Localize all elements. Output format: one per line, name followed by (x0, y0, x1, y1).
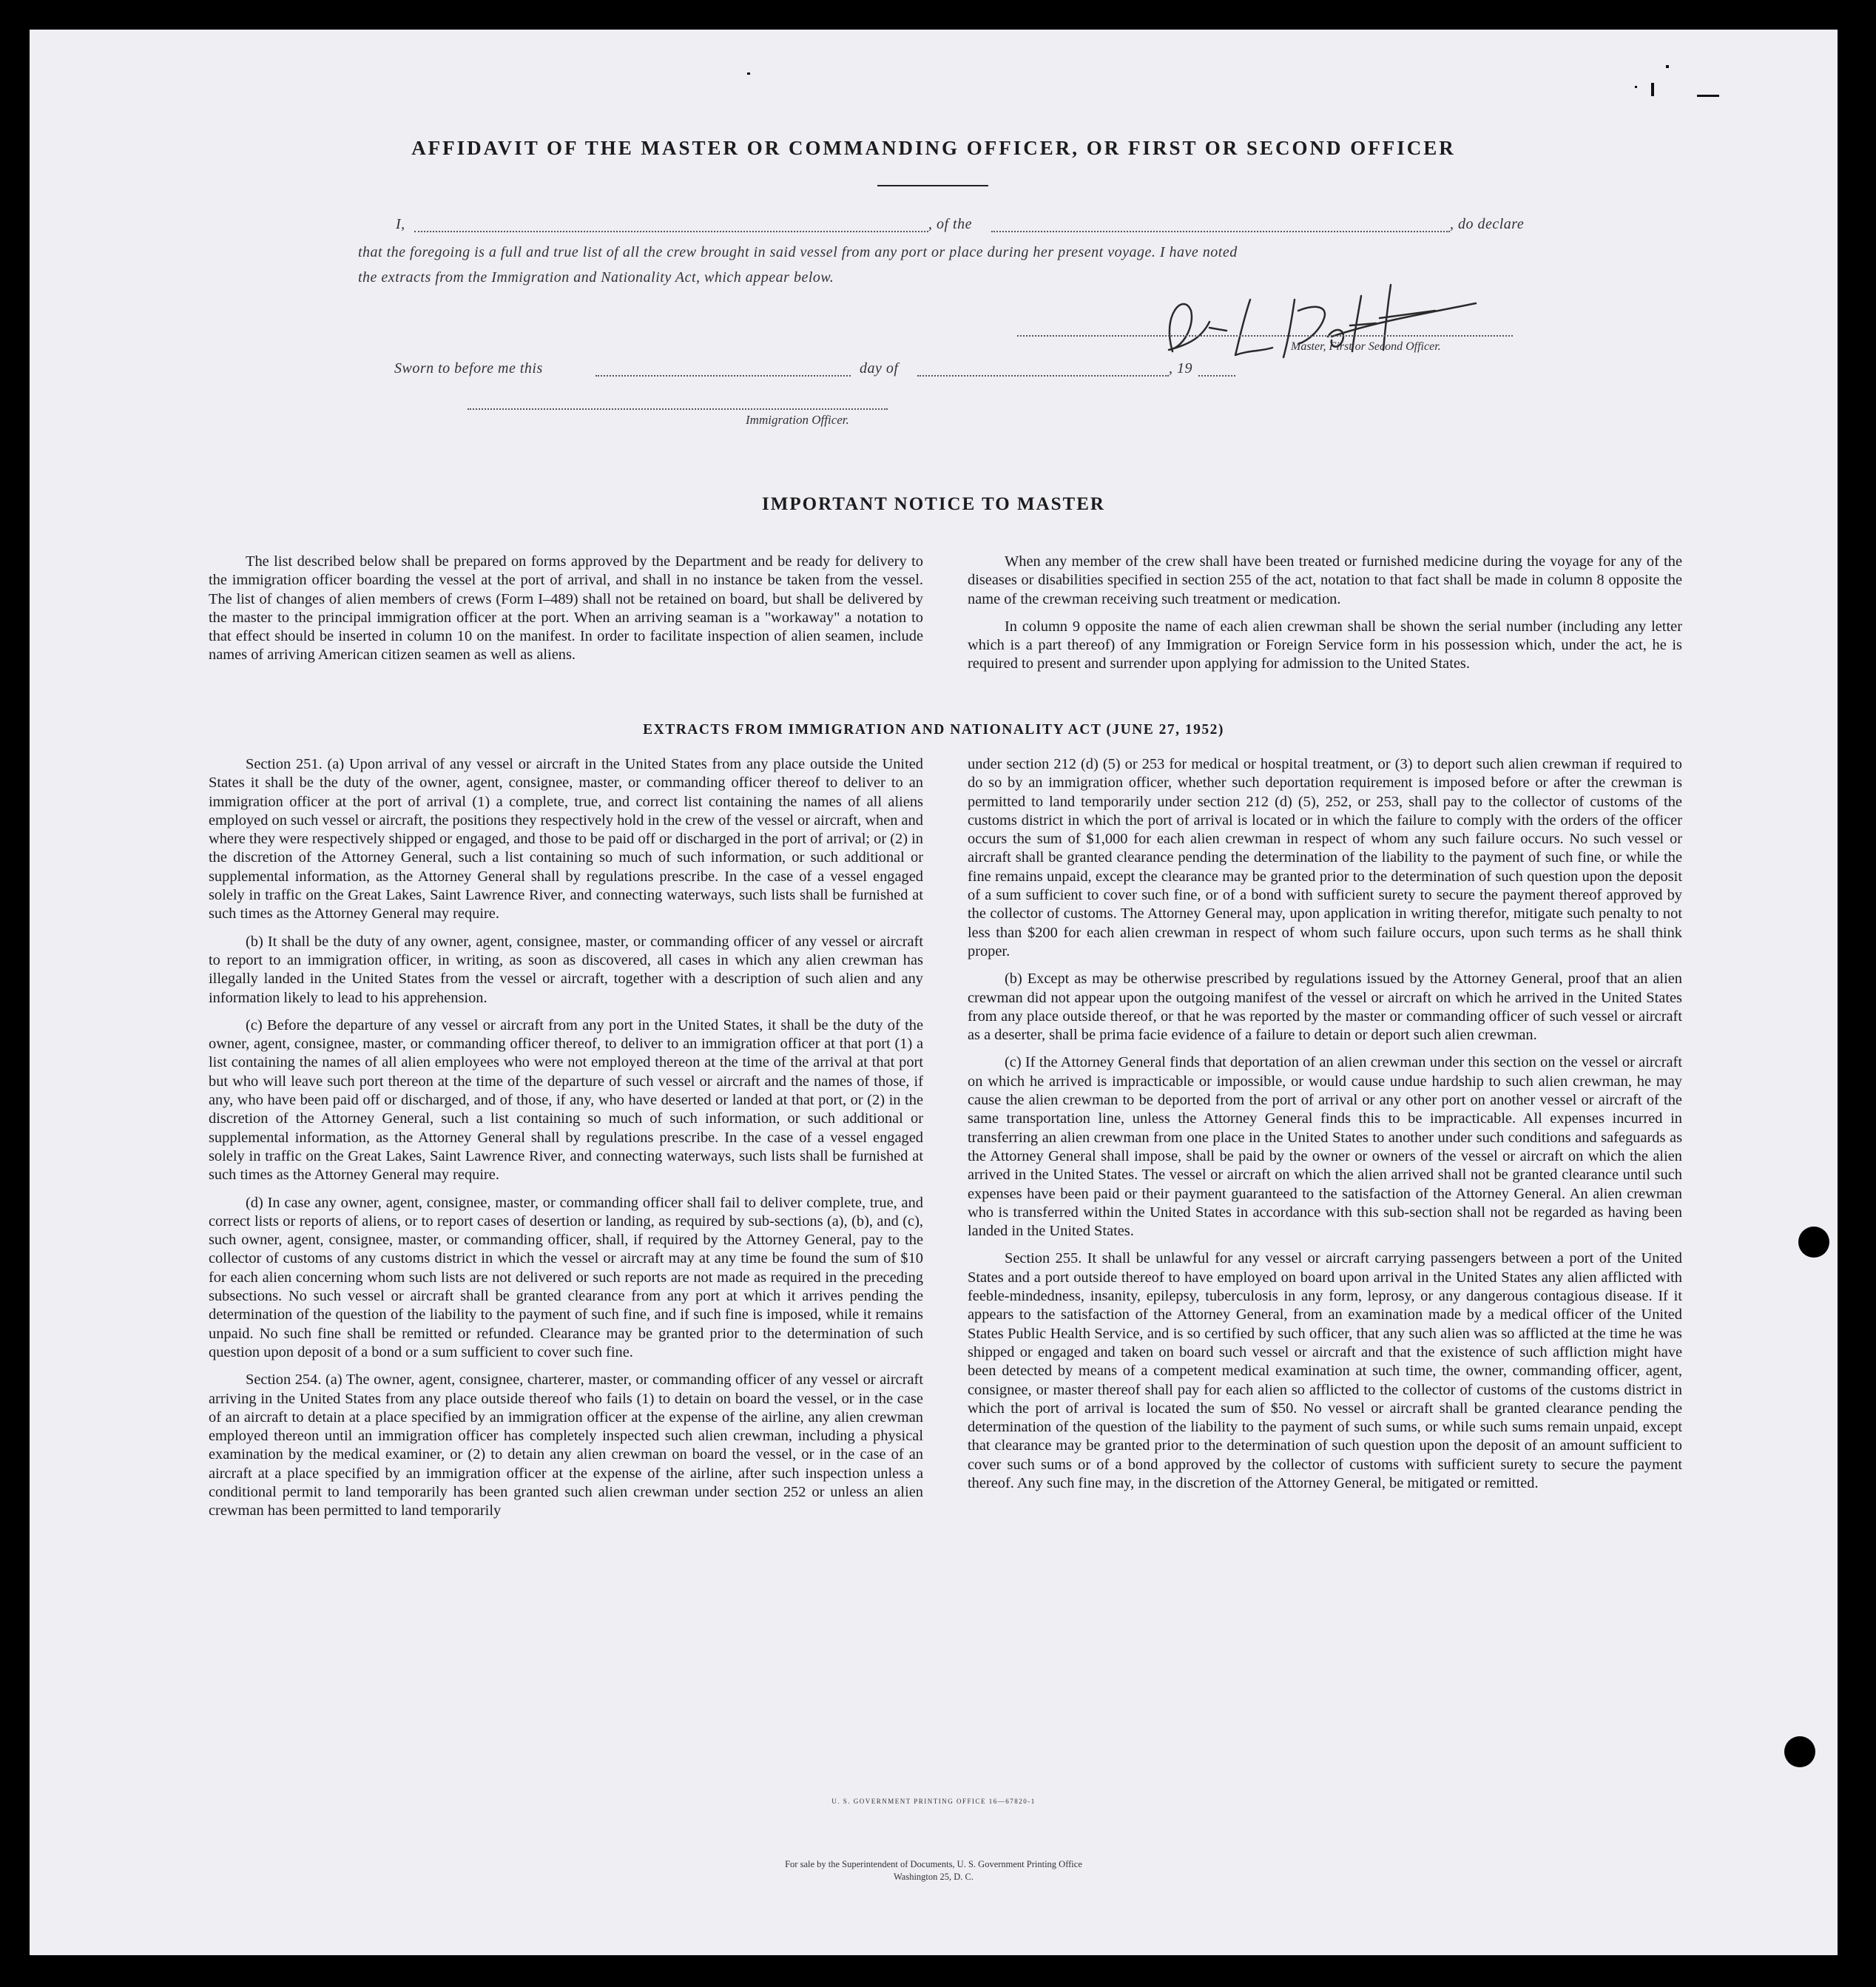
master-signature-line[interactable] (1017, 335, 1513, 337)
section-251-c: (c) Before the departure of any vessel or aircraft from any port in the United States, it shall be the duty of the owner, agent, consignee, master, or commanding officer thereof, to deliver to an immigration officer at that port (1) a list containing the names of all alien employees who were not employed thereon at the time of the arrival at that port but who will leave such port thereon at the time of the departure of such vessel or aircraft and the names of those, if any, who have been paid off or discharged, and of those, if any, who have deserted or landed at that port, or (2) in the discretion of the Attorney General, such a list containing so much of such information, or such additional or supplemental information, as the Attorney General shall by regulations prescribe. In the case of a vessel engaged solely in traffic on the Great Lakes, Saint Lawrence River, and connecting waterways, such lists shall be furnished at such times as the Attorney General may require. (209, 1016, 923, 1184)
section-254-c: (c) If the Attorney General finds that deportation of an alien crewman under this section on the vessel or aircraft on which he arrived is impracticable or impossible, or would cause undue hardship to such alien crewman, he may cause the alien crewman to be deported from the port of arrival or any other port on another vessel or aircraft of the same transportation line, unless the Attorney General finds this to be impracticable. All expenses incurred in transferring an alien crewman from one place in the United States to another under such conditions and safeguards as the Attorney General shall impose, shall be paid by the owner or owners of the vessel or aircraft on which the alien arrived in the United States. The vessel or aircraft on which the alien arrived shall not be granted clearance until such expenses have been paid or their payment guaranteed to the satisfaction of the Attorney General. An alien crewman who is transferred within the United States in accordance with this sub-section shall not be regarded as having been landed in the United States. (968, 1054, 1682, 1240)
section-254-b: (b) Except as may be otherwise prescribed by regulations issued by the Attorney General, proof that an alien crewman did not appear upon the outgoing manifest of the vessel or aircraft on which he arrived in the United States from any place outside thereof, or that he was reported by the master or commanding officer of such vessel or aircraft as a deserter, shall be prima facie evidence of a failure to detain or deport such alien crewman. (968, 971, 1682, 1044)
scan-speck (747, 72, 750, 75)
declarant-name-field[interactable] (414, 231, 928, 232)
printer-imprint: U. S. GOVERNMENT PRINTING OFFICE 16—67820-1 (831, 1798, 1036, 1805)
master-caption: Master, First or Second Officer. (1291, 340, 1441, 353)
notice-right-column (968, 553, 1682, 683)
affidavit-statement-line-2: that the foregoing is a full and true list of all the crew brought in said vessel from any port or place during her present voyage. I have noted (358, 244, 1238, 260)
notice-left-paragraph: The list described below shall be prepared on forms approved by the Department and be ready for delivery to the immigration officer boarding the vessel at the port of arrival, and shall in no instance be taken from the vessel. The list of changes of alien members of crews (Form I–489) shall not be retained on board, but shall be delivered by the master to the principal immigration officer at the port. When an arriving seaman is a "workaway" a notation to that effect should be inserted in column 10 on the manifest. In order to facilitate inspection of alien seamen, include names of arriving American citizen seamen as well as aliens. (209, 553, 923, 664)
section-254-a-continued: under section 212 (d) (5) or 253 for medical or hospital treatment, or (3) to deport such alien crewman if required to do so by an immigration officer, whether such deportation requirement is imposed before or after the crewman is permitted to land temporarily under section 212 (d) (5), 252, or 253, shall pay to the collector of customs of the customs district in which the port of arrival is located or in which the failure to comply with the orders of the officer occurs the sum of $1,000 for each alien crewman in respect of whom any such failure occurs. No such vessel or aircraft shall be granted clearance pending the determination of the liability to the payment of such fine, or while the fine remains unpaid, except the clearance may be granted prior to the determination of such question upon the deposit of a sum sufficient to cover such fine, or of a bond with sufficient surety to secure the payment thereof approved by the collector of customs. The Attorney General may, upon application in writing therefor, mitigate such penalty to not less than $200 for each alien crewman in respect of whom such failure occurs, upon such terms as he shall think proper. (968, 756, 1682, 959)
sale-notice-line-2: Washington 25, D. C. (893, 1872, 974, 1882)
year-label: , 19 (1169, 360, 1192, 377)
affidavit-i-label: I, (396, 216, 405, 232)
vessel-name-field[interactable] (991, 231, 1450, 232)
scan-speck (1651, 83, 1654, 96)
section-255: Section 255. It shall be unlawful for any vessel or aircraft carrying passengers between a port of the United States and a port outside thereof to have employed on board upon arrival in the United States any alien afflicted with feeble-mindedness, insanity, epilepsy, tuberculosis in any form, leprosy, or any dangerous contagious disease. If it appears to the satisfaction of the Attorney General, from an examination made by a medical officer of the United States Public Health Service, and is so certified by such officer, that any such alien was so afflicted at the time he was shipped or engaged and taken on board such vessel or aircraft and that the existence of such affliction might have been detected by means of a competent medical examination at such time, the owner, commanding officer, agent, consignee, or master thereof shall pay for each alien so afflicted to the collector of customs of the customs district in which the port of arrival is located the sum of $50. No vessel or aircraft shall be granted clearance pending the determination of the question of the liability to the payment of such sums, or while such sums remain unpaid, except that clearance may be granted prior to the determination of such question upon the deposit of an amount sufficient to cover such sums or of a bond approved by the collector of customs with sufficient surety to secure the payment thereof. Any such fine may, in the discretion of the Attorney General, be mitigated or remitted. (968, 1250, 1682, 1491)
sworn-month-field[interactable] (917, 375, 1169, 377)
notice-title: IMPORTANT NOTICE TO MASTER (762, 494, 1105, 514)
section-251-d: (d) In case any owner, agent, consignee, master, or commanding officer shall fail to deliver complete, true, and correct lists or reports of aliens, or to report cases of desertion or landing, as required by sub-sections (a), (b), and (c), such owner, agent, consignee, master, or commanding officer, shall, if required by the Attorney General, pay to the collector of customs of any customs district in which the vessel or aircraft may at any time be found the sum of $10 for each alien concerning whom such lists are not delivered or such reports are not made as required in the preceding subsections. No such vessel or aircraft shall be granted clearance from any port at which it arrives pending the determination of the question of the liability to the payment of such fine, and if such fine is imposed, while it remains unpaid. No such fine shall be remitted or refunded. Clearance may be granted prior to the determination of such question upon deposit of a bond or a sum sufficient to cover such fine. (209, 1194, 923, 1360)
officer-signature (1139, 270, 1479, 370)
sworn-label: Sworn to before me this (394, 360, 543, 377)
scan-speck (1666, 65, 1669, 68)
section-251-a: Section 251. (a) Upon arrival of any vessel or aircraft in the United States from any place outside the United States it shall be the duty of the owner, agent, consignee, master, or commanding officer thereof to deliver to an immigration officer at the port of arrival (1) a complete, true, and correct list containing the names of all aliens employed on such vessel or aircraft, the positions they respectively hold in the crew of the vessel or aircraft, when and where they were respectively shipped or engaged, and those to be paid off or discharged in the port of arrival; or (2) in the discretion of the Attorney General, such a list containing so much of such information, or such additional or supplemental information, as the Attorney General shall by regulations prescribe. In the case of a vessel engaged solely in traffic on the Great Lakes, Saint Lawrence River, and connecting waterways, such lists shall be furnished at such times as the Attorney General may require. (209, 756, 923, 922)
extracts-left-column (209, 755, 923, 1530)
section-254-a: Section 254. (a) The owner, agent, consignee, charterer, master, or commanding officer of any vessel or aircraft arriving in the United States from any place outside thereof who fails (1) to detain on board the vessel, or in the case of an aircraft to detain at a place specified by an immigration officer at the expense of the airline, any alien crewman employed thereon until an immigration officer has completely inspected such alien crewman, including a physical examination by the medical examiner, or (2) to detain any alien crewman on board the vessel, or in the case of an aircraft at a place specified by an immigration officer at the expense of the airline, after such inspection unless a conditional permit to land temporarily has been granted such alien crewman under section 252 or unless an alien crewman has been permitted to land temporarily (209, 1372, 923, 1519)
notice-right-paragraph-1: When any member of the crew shall have been treated or furnished medicine during the voyage for any of the diseases or disabilities specified in section 255 of the act, notation to that fact shall be made in column 8 opposite the name of the crewman receiving such treatment or medication. (968, 553, 1682, 607)
affidavit-do-declare-label: , do declare (1450, 216, 1525, 232)
binder-hole-lower (1784, 1736, 1815, 1767)
extracts-right-column (968, 755, 1682, 1502)
scan-speck (1697, 95, 1719, 97)
scan-speck (1635, 86, 1637, 88)
form-page (30, 30, 1838, 1955)
title-rule (877, 185, 988, 186)
sale-notice-line-1: For sale by the Superintendent of Documents, U. S. Government Printing Office (785, 1859, 1082, 1869)
notice-right-paragraph-2: In column 9 opposite the name of each alien crewman shall be shown the serial number (including any letter which is a part thereof) of any Immigration or Foreign Service form in his possession which, under the act, he is required to present and surrender upon applying for admission to the United States. (968, 618, 1682, 672)
immigration-officer-signature-line[interactable] (468, 408, 888, 410)
affidavit-of-the-label: , of the (928, 216, 972, 232)
binder-hole-upper (1798, 1227, 1829, 1258)
day-of-label: day of (860, 360, 899, 377)
affidavit-title: AFFIDAVIT OF THE MASTER OR COMMANDING OFFICER, OR FIRST OR SECOND OFFICER (411, 137, 1456, 159)
notice-left-column (209, 553, 923, 674)
immigration-officer-caption: Immigration Officer. (746, 413, 849, 427)
sworn-year-field[interactable] (1198, 375, 1235, 377)
affidavit-statement-line-3: the extracts from the Immigration and Nationality Act, which appear below. (358, 269, 834, 286)
extracts-title: EXTRACTS FROM IMMIGRATION AND NATIONALITY ACT (JUNE 27, 1952) (643, 722, 1224, 738)
sworn-day-field[interactable] (595, 375, 851, 377)
section-251-b: (b) It shall be the duty of any owner, agent, consignee, master, or commanding officer of any vessel or aircraft to report to an immigration officer, in writing, as soon as discovered, all cases in which any alien crewman has illegally landed in the United States from the vessel or aircraft, together with a description of such alien and any information likely to lead to his apprehension. (209, 933, 923, 1006)
